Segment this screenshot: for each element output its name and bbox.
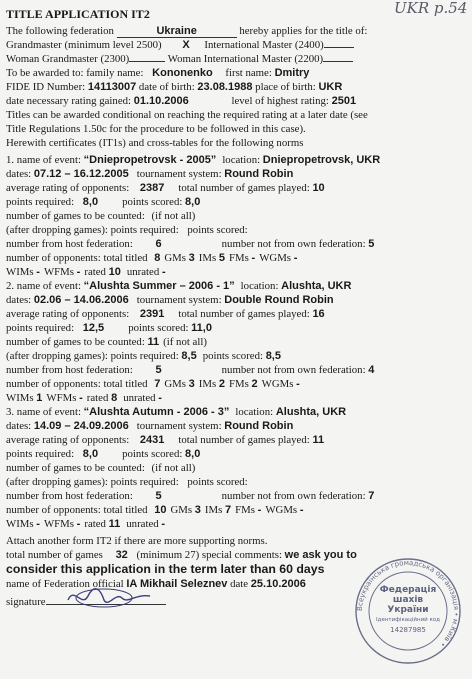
signature-scribble <box>64 582 154 612</box>
event-gms: 3 <box>194 504 201 516</box>
event-1-line: points required: 8,0 points scored: 8,0 <box>6 196 201 208</box>
stamp-line-3: України <box>387 605 429 615</box>
place-of-birth: UKR <box>318 81 343 93</box>
event-1-line: 1. name of event: “Dniepropetrovsk - 2005” location: Dniepropetrovsk, UKR <box>6 154 381 166</box>
event-host-fed: 5 <box>155 490 162 502</box>
event-1-line: WIMs - WFMs - rated 10 unrated - <box>6 266 166 278</box>
event-host-fed: 5 <box>155 364 162 376</box>
official-name: IA Mikhail Seleznev <box>126 578 228 590</box>
event-points-scored-after: 8,5 <box>265 350 281 362</box>
event-3-line: number from host federation: 5 number not from own federation: 7 <box>6 490 375 502</box>
event-3-line: average rating of opponents: 2431 total number of games played: 11 <box>6 434 325 446</box>
event-fms: 2 <box>251 378 258 390</box>
event-1-line: number of opponents: total titled 8 GMs 3 IMs 5 FMs - WGMs - <box>6 252 298 264</box>
event-ims: 5 <box>218 252 226 264</box>
event-titled: 7 <box>154 378 161 390</box>
event-3-line: WIMs - WFMs - rated 11 unrated - <box>6 518 166 530</box>
total-games: 32 <box>115 549 128 561</box>
event-rated: 11 <box>108 518 121 530</box>
rating-date: 01.10.2006 <box>133 95 189 107</box>
event-dates: 02.06 – 14.06.2006 <box>33 294 129 306</box>
name-line: To be awarded to: family name: Kononenko first name: Dmitry <box>6 67 310 79</box>
event-fms: - <box>257 504 262 516</box>
event-points-scored: 11,0 <box>191 322 212 334</box>
event-3-line: 3. name of event: “Alushta Autumn - 2006 - 3” location: Alushta, UKR <box>6 406 347 418</box>
signature-line: signature <box>6 596 166 608</box>
event-points-required: 12,5 <box>82 322 105 334</box>
event-avg-rating: 2391 <box>139 308 165 320</box>
event-name: “Dniepropetrovsk - 2005” <box>83 154 217 166</box>
event-points-scored: 8,0 <box>185 448 201 460</box>
event-3-line: number of opponents: total titled 10 GMs 3 IMs 7 FMs - WGMs - <box>6 504 304 516</box>
event-system: Double Round Robin <box>224 294 334 306</box>
event-3-line: points required: 8,0 points scored: 8,0 <box>6 448 201 460</box>
gm-line: Grandmaster (minimum level 2500) X International Master (2400) <box>6 39 354 51</box>
attach-note: Attach another form IT2 if there are more supporting norms. <box>6 535 268 547</box>
event-unrated: - <box>161 518 166 530</box>
event-wims: - <box>36 518 40 530</box>
event-games: 10 <box>312 182 325 194</box>
event-host-fed: 6 <box>155 238 162 250</box>
event-avg-rating: 2387 <box>139 182 165 194</box>
event-2-line: number from host federation: 5 number not from own federation: 4 <box>6 364 375 376</box>
event-unrated: - <box>161 266 166 278</box>
event-name: “Alushta Autumn - 2006 - 3” <box>83 406 230 418</box>
event-wfms: - <box>79 392 83 404</box>
event-system: Round Robin <box>224 420 294 432</box>
stamp-line-4: Ідентифікаційний код <box>376 617 440 623</box>
event-points-scored: 8,0 <box>185 196 201 208</box>
federation-stamp <box>354 557 462 665</box>
event-2-line: average rating of opponents: 2391 total number of games played: 16 <box>6 308 325 320</box>
event-wfms: - <box>76 518 81 530</box>
woman-titles-line: Woman Grandmaster (2300) Woman International Master (2200) <box>6 53 353 65</box>
first-name: Dmitry <box>274 67 310 79</box>
event-gms: 3 <box>188 252 195 264</box>
event-2-line: points required: 12,5 points scored: 11,0 <box>6 322 212 334</box>
stamp-ring-text: Всеукраїнська громадська організація • м.Київ • <box>355 558 461 649</box>
event-dates: 07.12 – 16.12.2005 <box>33 168 129 180</box>
event-2-line: 2. name of event: “Alushta Summer – 2006 - 1” location: Alushta, UKR <box>6 280 352 292</box>
event-location: Alushta, UKR <box>275 406 347 418</box>
event-wfms: - <box>76 266 81 278</box>
event-not-own-fed: 7 <box>368 490 375 502</box>
event-1-line: number of games to be counted: (if not all) <box>6 210 196 222</box>
event-gms: 3 <box>188 378 195 390</box>
event-1-line: dates: 07.12 – 16.12.2005 tournament system: Round Robin <box>6 168 294 180</box>
event-rated: 10 <box>108 266 121 278</box>
event-fms: - <box>251 252 256 264</box>
event-3-line: (after dropping games): points required: points scored: <box>6 476 248 488</box>
event-points-required: 8,0 <box>82 196 99 208</box>
event-not-own-fed: 4 <box>368 364 375 376</box>
total-games-line: total number of games 32 (minimum 27) special comments: we ask you to <box>6 549 357 561</box>
rating-line: date necessary rating gained: 01.10.2006 level of highest rating: 2501 <box>6 95 357 107</box>
date-of-birth: 23.08.1988 <box>197 81 253 93</box>
fide-line: FIDE ID Number: 14113007 date of birth: 23.08.1988 place of birth: UKR <box>6 81 343 93</box>
event-ims: 2 <box>218 378 226 390</box>
event-ims: 7 <box>225 504 232 516</box>
federation-value: Ukraine <box>156 25 197 37</box>
event-wgms: - <box>293 252 298 264</box>
stamp-line-1: Федерація <box>379 585 437 595</box>
comment-part-2: consider this application in the term later than 60 days <box>6 562 325 576</box>
form-title: TITLE APPLICATION IT2 <box>6 7 150 21</box>
event-titled: 10 <box>154 504 167 516</box>
event-location: Alushta, UKR <box>281 280 352 292</box>
event-wims: - <box>36 266 40 278</box>
event-2-line: dates: 02.06 – 14.06.2006 tournament system: Double Round Robin <box>6 294 334 306</box>
conditional-text-2: Title Regulations 1.50c for the procedure to be followed in this case). <box>6 123 306 135</box>
event-avg-rating: 2431 <box>139 434 165 446</box>
event-2-line: WIMs 1 WFMs - rated 8 unrated - <box>6 392 162 404</box>
event-games-counted: 11 <box>147 336 160 348</box>
event-wims: 1 <box>36 392 43 404</box>
event-2-line: (after dropping games): points required: 8,5 points scored: 8,5 <box>6 350 281 362</box>
event-2-line: number of games to be counted: 11 (if not all) <box>6 336 207 348</box>
sign-date: 25.10.2006 <box>250 578 306 590</box>
stamp-line-2: шахів <box>392 595 424 605</box>
event-3-line: dates: 14.09 – 24.09.2006 tournament system: Round Robin <box>6 420 294 432</box>
gm-mark: X <box>182 39 190 51</box>
handwritten-note: UKR p.54 <box>394 0 468 17</box>
stamp-line-5: 14287985 <box>390 626 426 634</box>
event-games: 16 <box>312 308 325 320</box>
event-wgms: - <box>296 378 300 390</box>
conditional-text-1: Titles can be awarded conditional on reaching the required rating at a later date (see <box>6 109 368 121</box>
event-dates: 14.09 – 24.09.2006 <box>33 420 129 432</box>
family-name: Kononenko <box>152 67 213 79</box>
event-1-line: (after dropping games): points required: points scored: <box>6 224 248 236</box>
event-1-line: average rating of opponents: 2387 total number of games played: 10 <box>6 182 325 194</box>
event-wgms: - <box>299 504 304 516</box>
highest-rating: 2501 <box>331 95 357 107</box>
fide-id: 14113007 <box>87 81 137 93</box>
comment-part-1: we ask you to <box>284 549 357 561</box>
event-games: 11 <box>312 434 325 446</box>
event-system: Round Robin <box>224 168 294 180</box>
event-rated: 8 <box>111 392 118 404</box>
event-titled: 8 <box>154 252 161 264</box>
event-name: “Alushta Summer – 2006 - 1” <box>83 280 235 292</box>
event-3-line: number of games to be counted: (if not all) <box>6 462 196 474</box>
event-location: Dniepropetrovsk, UKR <box>262 154 381 166</box>
event-unrated: - <box>158 392 162 404</box>
event-1-line: number from host federation: 6 number not from own federation: 5 <box>6 238 375 250</box>
official-line: name of Federation official IA Mikhail Seleznev date 25.10.2006 <box>6 578 306 590</box>
event-points-required: 8,0 <box>82 448 99 460</box>
event-not-own-fed: 5 <box>368 238 375 250</box>
herewith-text: Herewith certificates (IT1s) and cross-tables for the following norms <box>6 137 304 149</box>
event-2-line: number of opponents: total titled 7 GMs 3 IMs 2 FMs 2 WGMs - <box>6 378 300 390</box>
event-points-required-after: 8,5 <box>181 350 197 362</box>
federation-line: The following federation Ukraine hereby applies for the title of: <box>6 25 368 37</box>
